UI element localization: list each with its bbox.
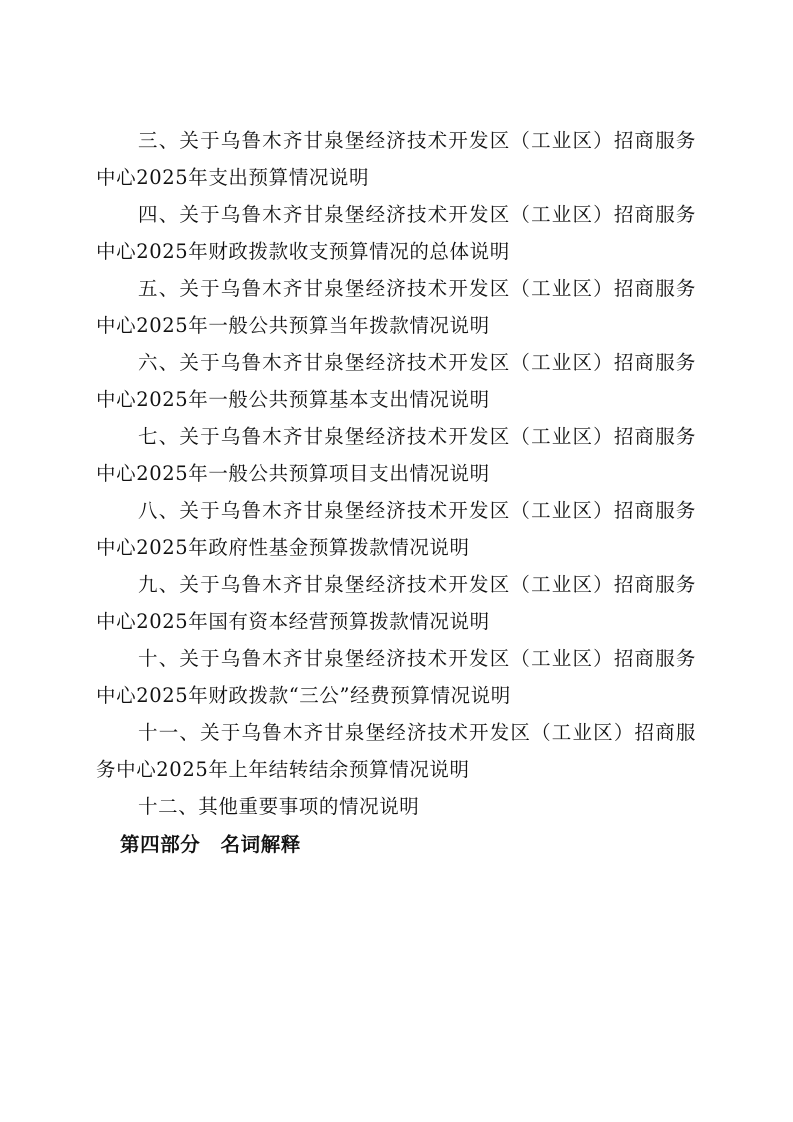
list-item: 七、关于乌鲁木齐甘泉堡经济技术开发区（工业区）招商服务中心2025年一般公共预算项目支出情况说明 bbox=[96, 425, 696, 485]
list-item: 六、关于乌鲁木齐甘泉堡经济技术开发区（工业区）招商服务中心2025年一般公共预算基本支出情况说明 bbox=[96, 351, 696, 411]
list-item: 八、关于乌鲁木齐甘泉堡经济技术开发区（工业区）招商服务中心2025年政府性基金预算拨款情况说明 bbox=[96, 499, 696, 559]
list-item: 十一、关于乌鲁木齐甘泉堡经济技术开发区（工业区）招商服务中心2025年上年结转结余预算情况说明 bbox=[96, 721, 696, 781]
list-item: 三、关于乌鲁木齐甘泉堡经济技术开发区（工业区）招商服务中心2025年支出预算情况说明 bbox=[96, 129, 696, 189]
list-item: 五、关于乌鲁木齐甘泉堡经济技术开发区（工业区）招商服务中心2025年一般公共预算当年拨款情况说明 bbox=[96, 277, 696, 337]
list-item: 十、关于乌鲁木齐甘泉堡经济技术开发区（工业区）招商服务中心2025年财政拨款“三公”经费预算情况说明 bbox=[96, 647, 696, 707]
section-heading: 第四部分 名词解释 bbox=[120, 833, 301, 856]
list-item: 九、关于乌鲁木齐甘泉堡经济技术开发区（工业区）招商服务中心2025年国有资本经营预算拨款情况说明 bbox=[96, 573, 696, 633]
list-item: 十二、其他重要事项的情况说明 bbox=[138, 795, 420, 818]
list-item: 四、关于乌鲁木齐甘泉堡经济技术开发区（工业区）招商服务中心2025年财政拨款收支预算情况的总体说明 bbox=[96, 203, 696, 263]
